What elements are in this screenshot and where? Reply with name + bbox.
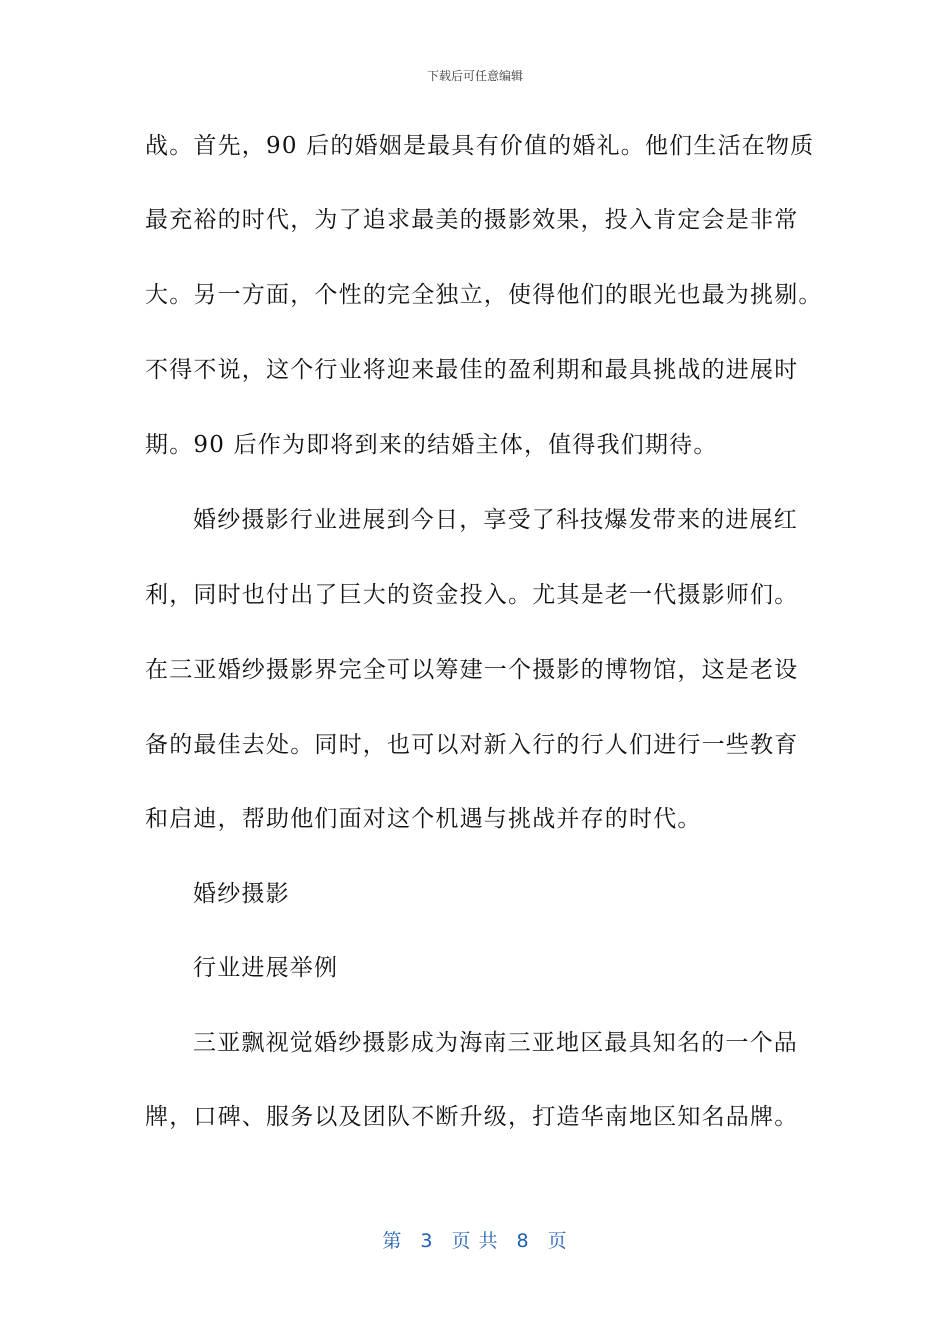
paragraph-first-line: 三亚飘视觉婚纱摄影成为海南三亚地区最具知名的一个品 — [193, 1030, 798, 1056]
page-prefix: 第 — [382, 1230, 403, 1252]
body-line: 不得不说，这个行业将迎来最佳的盈利期和最具挑战的进展时 — [145, 357, 799, 383]
total-pages-number: 8 — [516, 1230, 530, 1252]
body-line: 牌，口碑、服务以及团队不断升级，打造华南地区知名品牌。 — [145, 1104, 799, 1130]
page-suffix: 页 — [547, 1230, 568, 1252]
body-line: 在三亚婚纱摄影界完全可以筹建一个摄影的博物馆，这是老设 — [145, 657, 799, 683]
body-line: 和启迪，帮助他们面对这个机遇与挑战并存的时代。 — [145, 806, 702, 832]
body-line: 利，同时也付出了巨大的资金投入。尤其是老一代摄影师们。 — [145, 582, 799, 608]
body-line: 期。90 后作为即将到来的结婚主体，值得我们期待。 — [145, 432, 718, 458]
body-line: 大。另一方面，个性的完全独立，使得他们的眼光也最为挑剔。 — [145, 282, 823, 308]
page-header: 下载后可任意编辑 — [426, 69, 523, 83]
page-mid-text: 页 共 — [451, 1230, 499, 1252]
body-line: 备的最佳去处。同时，也可以对新入行的行人们进行一些教育 — [145, 732, 799, 758]
body-line: 最充裕的时代，为了追求最美的摄影效果，投入肯定会是非常 — [145, 207, 799, 233]
paragraph-first-line: 婚纱摄影行业进展到今日，享受了科技爆发带来的进展红 — [193, 507, 798, 533]
body-line: 战。首先，90 后的婚姻是最具有价值的婚礼。他们生活在物质 — [145, 133, 815, 159]
page-footer — [0, 1226, 950, 1253]
current-page-number: 3 — [420, 1230, 434, 1252]
section-heading: 婚纱摄影 — [193, 881, 290, 907]
section-heading: 行业进展举例 — [193, 955, 339, 981]
